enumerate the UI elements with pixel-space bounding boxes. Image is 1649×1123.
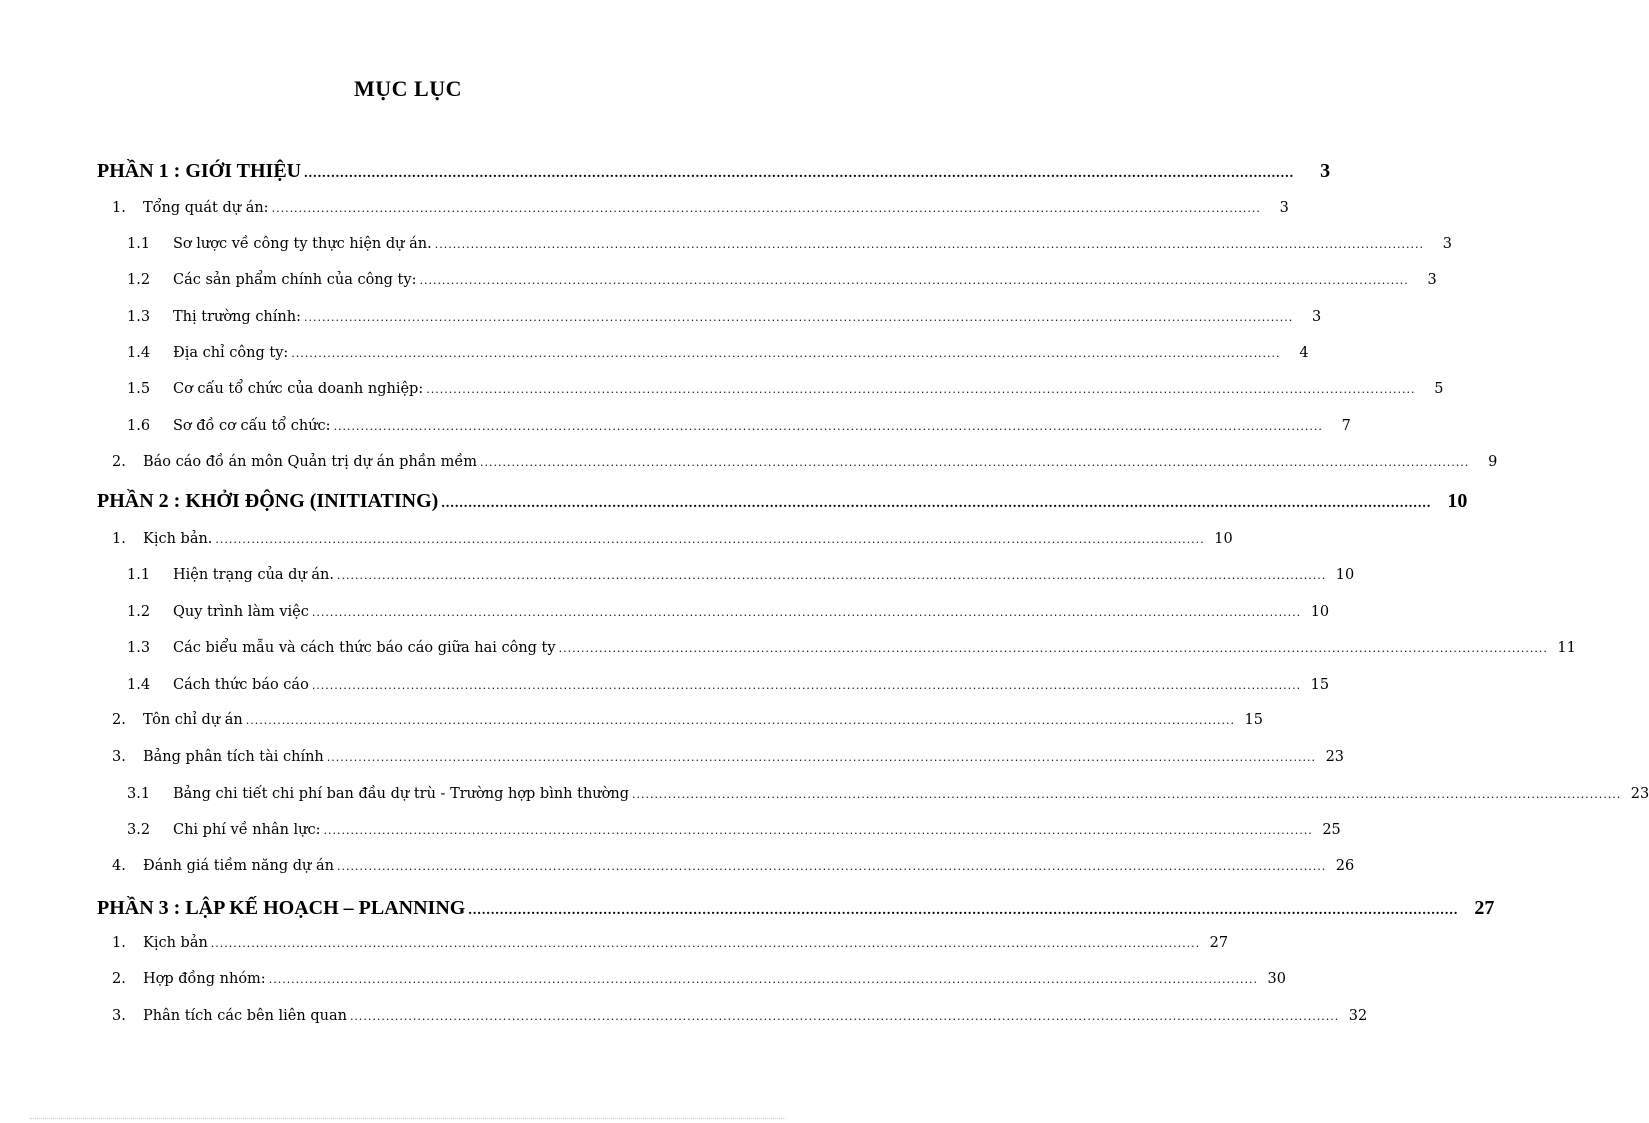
toc-dot-leader: ............................................................................................................................................................................................................................ [311, 679, 1302, 692]
toc-entry-number: 1.5 [127, 381, 151, 397]
toc-entry-number: 1.2 [127, 272, 151, 288]
toc-entry[interactable] [112, 749, 1345, 765]
toc-entry-number: 1.4 [127, 345, 151, 361]
toc-entry[interactable] [112, 858, 1355, 874]
toc-dot-leader: ............................................................................................................................................................................................................................ [268, 973, 1258, 986]
toc-entry-number: 1.3 [127, 309, 151, 325]
toc-entry-page-number: 5 [1434, 381, 1444, 397]
toc-entry-label: Thị trường chính: [173, 309, 301, 325]
toc-entry[interactable] [112, 454, 1498, 470]
toc-entry[interactable] [97, 897, 1495, 920]
toc-entry-number: 1. [112, 531, 126, 547]
toc-entry[interactable] [127, 381, 1444, 397]
toc-entry[interactable] [127, 567, 1355, 583]
toc-dot-leader: ............................................................................................................................................................................................................................ [333, 420, 1323, 433]
toc-entry-page-number: 15 [1244, 712, 1263, 728]
toc-entry[interactable] [127, 677, 1330, 693]
toc-entry-page-number: 10 [1447, 490, 1468, 512]
toc-dot-leader: ............................................................................................................................................................................................................................ [291, 347, 1281, 360]
toc-dot-leader: ............................................................................................................................................................................................................................ [419, 274, 1409, 287]
toc-dot-leader: ............................................................................................................................................................................................................................ [336, 569, 1327, 582]
toc-entry-label: Cách thức báo cáo [173, 677, 309, 693]
toc-dot-leader: ............................................................................................................................................................................................................................ [326, 751, 1317, 764]
toc-entry-label: Bảng chi tiết chi phí ban đầu dự trù - Trường hợp bình thường [173, 786, 629, 802]
toc-entry-label: Hợp đồng nhóm: [143, 971, 266, 987]
toc-entry-page-number: 10 [1310, 604, 1330, 620]
toc-entry[interactable] [127, 418, 1351, 434]
toc-entry-number: 3. [112, 1008, 126, 1024]
toc-entry[interactable] [127, 272, 1437, 288]
toc-entry-number: 3. [112, 749, 126, 765]
toc-entry-number: 2. [112, 454, 126, 470]
toc-entry-page-number: 27 [1209, 935, 1229, 951]
toc-entry-label: PHẦN 2 : KHỞI ĐỘNG (INITIATING) [97, 490, 439, 512]
footer-divider [30, 1118, 786, 1119]
toc-dot-leader: ............................................................................................................................................................................................................................ [349, 1010, 1340, 1023]
toc-entry[interactable] [127, 786, 1649, 802]
toc-entry-number: 2. [112, 712, 126, 728]
toc-entry-label: Sơ đồ cơ cấu tổ chức: [173, 418, 331, 434]
toc-entry-page-number: 7 [1341, 418, 1351, 434]
toc-entry-label: Kịch bản. [143, 531, 213, 547]
toc-entry-page-number: 30 [1267, 971, 1286, 987]
toc-entry-label: Phân tích các bên liên quan [143, 1008, 347, 1024]
toc-entry-number: 1.4 [127, 677, 151, 693]
toc-entry-page-number: 3 [1320, 160, 1331, 182]
toc-entry[interactable] [97, 490, 1468, 513]
toc-dot-leader: ............................................................................................................................................................................................................................ [303, 311, 1294, 324]
toc-entry-page-number: 23 [1630, 786, 1649, 802]
toc-entry-number: 1.2 [127, 604, 151, 620]
toc-entry-page-number: 10 [1214, 531, 1233, 547]
toc-entry-label: Chi phí về nhân lực: [173, 822, 321, 838]
toc-entry-number: 2. [112, 971, 126, 987]
toc-entry-number: 1. [112, 935, 126, 951]
toc-entry-number: 4. [112, 858, 126, 874]
toc-entry-label: Các sản phẩm chính của công ty: [173, 272, 417, 288]
toc-entry[interactable] [112, 531, 1233, 547]
toc-dot-leader: ............................................................................................................................................................................................................................ [215, 533, 1205, 546]
toc-entry-page-number: 25 [1322, 822, 1341, 838]
toc-entry-number: 3.2 [127, 822, 151, 838]
toc-entry-page-number: 3 [1442, 236, 1452, 252]
toc-entry[interactable] [127, 604, 1330, 620]
toc-entry[interactable] [97, 160, 1331, 183]
toc-dot-leader: ............................................................................................................................................................................................................................ [468, 903, 1459, 918]
toc-entry-label: Tôn chỉ dự án [143, 712, 243, 728]
toc-dot-leader: ............................................................................................................................................................................................................................ [632, 788, 1622, 801]
toc-entry-number: 3.1 [127, 786, 151, 802]
toc-dot-leader: ............................................................................................................................................................................................................................ [434, 238, 1424, 251]
toc-entry-label: Đánh giá tiềm năng dự án [143, 858, 334, 874]
toc-entry[interactable] [112, 200, 1289, 216]
page-title: MỤC LỤC [354, 76, 462, 101]
toc-entry[interactable] [127, 640, 1576, 656]
toc-entry-number: 1.3 [127, 640, 151, 656]
toc-dot-leader: ............................................................................................................................................................................................................................ [426, 383, 1416, 396]
toc-entry-page-number: 26 [1335, 858, 1355, 874]
toc-dot-leader: ............................................................................................................................................................................................................................ [558, 642, 1548, 655]
toc-entry-page-number: 3 [1279, 200, 1289, 216]
toc-entry-label: Quy trình làm việc [173, 604, 309, 620]
toc-entry-page-number: 27 [1474, 897, 1495, 919]
toc-entry-label: Hiện trạng của dự án. [173, 567, 334, 583]
toc-entry-label: Sơ lược về công ty thực hiện dự án. [173, 236, 432, 252]
toc-entry-page-number: 32 [1348, 1008, 1368, 1024]
toc-entry-label: Bảng phân tích tài chính [143, 749, 324, 765]
toc-entry-label: Báo cáo đồ án môn Quản trị dự án phần mềm [143, 454, 478, 470]
toc-entry-page-number: 15 [1310, 677, 1330, 693]
toc-dot-leader: ............................................................................................................................................................................................................................ [441, 496, 1432, 511]
toc-entry[interactable] [127, 236, 1452, 252]
toc-dot-leader: ............................................................................................................................................................................................................................ [336, 860, 1327, 873]
toc-entry[interactable] [112, 712, 1263, 728]
toc-dot-leader: ............................................................................................................................................................................................................................ [304, 166, 1295, 181]
toc-entry[interactable] [112, 935, 1229, 951]
toc-dot-leader: ............................................................................................................................................................................................................................ [271, 202, 1261, 215]
toc-entry-label: Cơ cấu tổ chức của doanh nghiệp: [173, 381, 424, 397]
toc-entry-label: PHẦN 1 : GIỚI THIỆU [97, 160, 302, 182]
toc-entry[interactable] [127, 345, 1309, 361]
toc-entry-number: 1.1 [127, 236, 151, 252]
toc-dot-leader: ............................................................................................................................................................................................................................ [480, 456, 1470, 469]
toc-entry-page-number: 23 [1325, 749, 1345, 765]
toc-entry-label: Kịch bản [143, 935, 208, 951]
toc-entry-page-number: 3 [1312, 309, 1322, 325]
toc-entry-number: 1.6 [127, 418, 151, 434]
toc-entry-label: Tổng quát dự án: [143, 200, 269, 216]
toc-entry-label: Địa chỉ công ty: [173, 345, 289, 361]
toc-entry-number: 1. [112, 200, 126, 216]
toc-entry[interactable] [112, 971, 1286, 987]
toc-entry-number: 1.1 [127, 567, 151, 583]
toc-entry-page-number: 3 [1427, 272, 1437, 288]
toc-dot-leader: ............................................................................................................................................................................................................................ [210, 937, 1201, 950]
toc-entry-label: Các biểu mẫu và cách thức báo cáo giữa hai công ty [173, 640, 556, 656]
toc-entry-page-number: 9 [1488, 454, 1498, 470]
toc-entry-page-number: 4 [1299, 345, 1309, 361]
toc-dot-leader: ............................................................................................................................................................................................................................ [245, 714, 1235, 727]
toc-entry-label: PHẦN 3 : LẬP KẾ HOẠCH – PLANNING [97, 897, 466, 919]
toc-entry[interactable] [127, 822, 1341, 838]
toc-entry[interactable] [127, 309, 1322, 325]
toc-dot-leader: ............................................................................................................................................................................................................................ [323, 824, 1313, 837]
toc-entry-page-number: 11 [1557, 640, 1576, 656]
toc-dot-leader: ............................................................................................................................................................................................................................ [311, 606, 1302, 619]
toc-entry[interactable] [112, 1008, 1368, 1024]
toc-entry-page-number: 10 [1335, 567, 1355, 583]
